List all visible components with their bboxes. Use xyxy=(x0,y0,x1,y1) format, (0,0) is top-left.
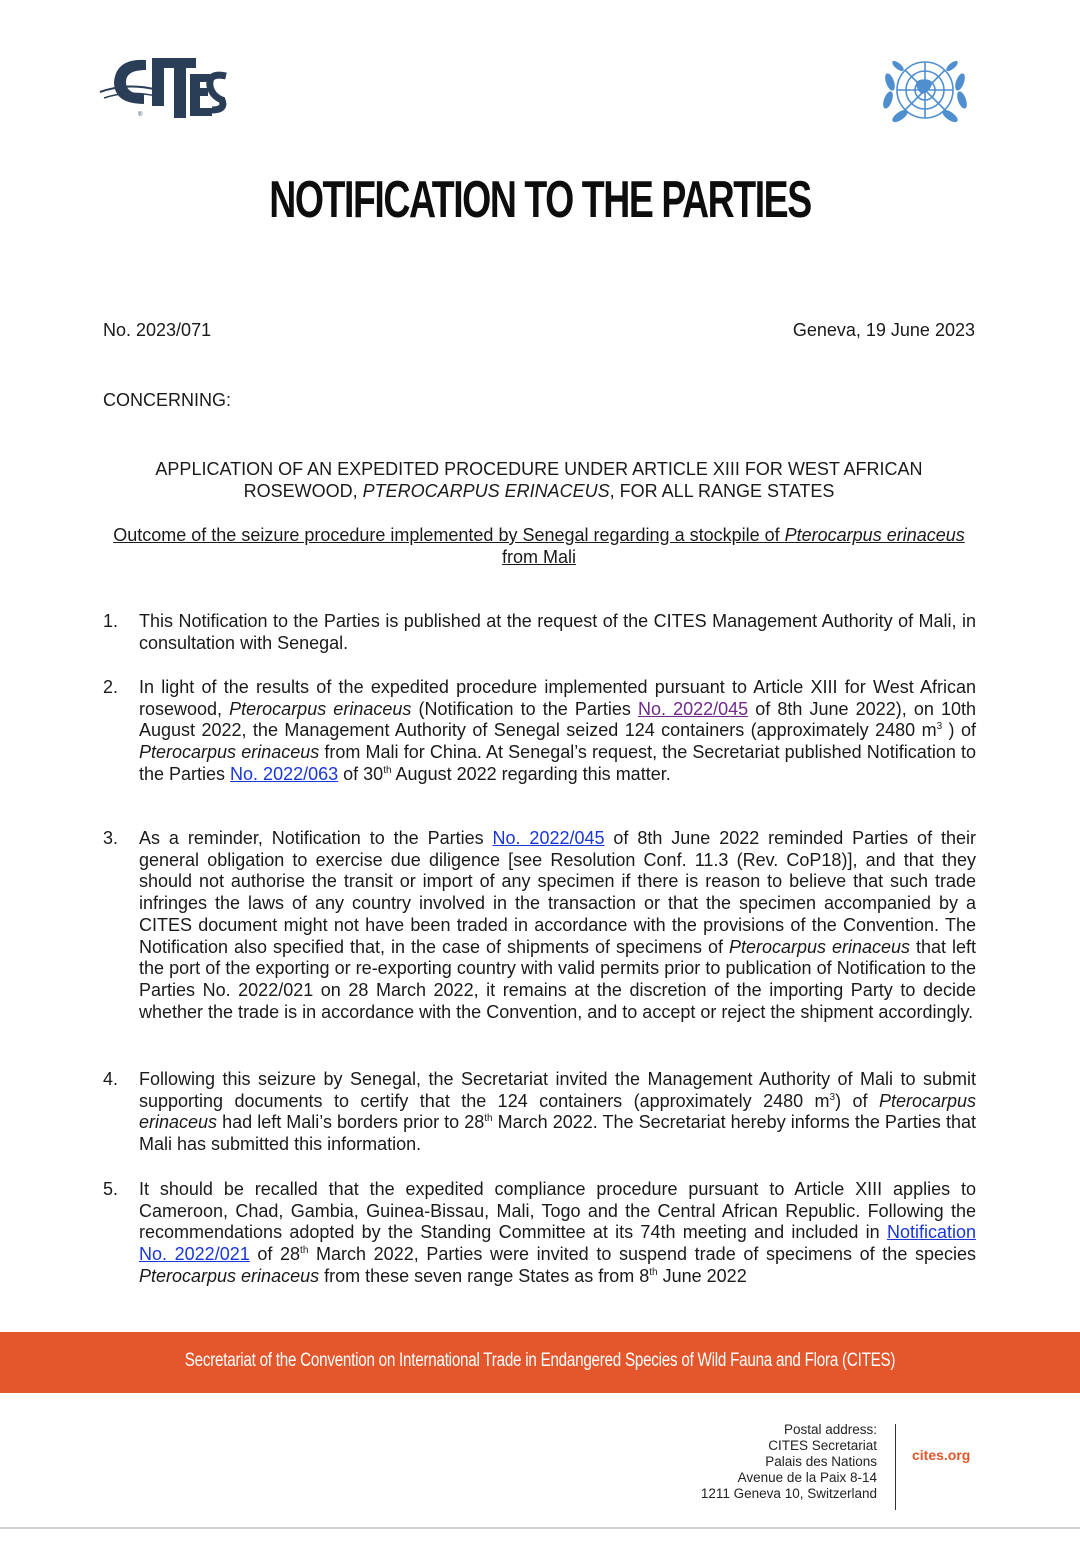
paragraph-number: 5. xyxy=(103,1179,119,1199)
paragraph-text: June 2022 xyxy=(657,1265,747,1286)
paragraph-number: 4. xyxy=(103,1069,119,1089)
paragraph-4 xyxy=(103,1069,976,1156)
postal-line: 1211 Geneva 10, Switzerland xyxy=(700,1486,877,1501)
subject-line-1: APPLICATION OF AN EXPEDITED PROCEDURE UNDER ARTICLE XIII FOR WEST AFRICAN xyxy=(155,459,923,479)
subject-heading xyxy=(103,458,975,502)
subtitle-species: Pterocarpus erinaceus xyxy=(784,525,965,545)
paragraph-text: had left Mali’s borders prior to 28 xyxy=(217,1112,485,1133)
paragraph-text: ) of xyxy=(942,720,976,741)
notification-number: No. 2023/071 xyxy=(103,320,212,340)
paragraph-text: ) of xyxy=(835,1090,879,1111)
concerning-label: CONCERNING: xyxy=(103,390,232,410)
paragraph-text: March 2022. The Secretariat hereby informs the Parties that Mali has submitted this information. xyxy=(139,1112,977,1155)
notification-2022-045-link[interactable]: No. 2022/045 xyxy=(492,828,605,848)
superscript: th xyxy=(300,1245,309,1257)
superscript: th xyxy=(484,1113,493,1125)
subject-species: PTEROCARPUS ERINACEUS xyxy=(362,481,610,501)
paragraph-text: March 2022, Parties were invited to suspend trade of specimens of the species xyxy=(308,1244,976,1265)
footer-divider xyxy=(895,1424,896,1510)
superscript: th xyxy=(383,764,392,776)
paragraph-text: from these seven range States as from 8 xyxy=(319,1265,650,1286)
subtitle xyxy=(103,524,975,568)
page-title: NOTIFICATION TO THE PARTIES xyxy=(269,171,811,229)
page-bottom-divider xyxy=(0,1527,1080,1529)
subtitle-part1: Outcome of the seizure procedure implemented by Senegal regarding a stockpile of xyxy=(113,525,785,545)
paragraph-1 xyxy=(103,611,976,654)
footer-band xyxy=(0,1332,1080,1393)
postal-line: CITES Secretariat xyxy=(768,1438,877,1453)
notification-2022-021-link[interactable]: Notification No. 2022/021 xyxy=(139,1222,976,1265)
superscript: th xyxy=(649,1266,658,1278)
paragraph-text: Following this seizure by Senegal, the Secretariat invited the Management Authority of Mali to submit supporting documents to certify that the 124 containers (approximately 2480 m xyxy=(139,1069,976,1111)
notification-2022-045-link[interactable]: No. 2022/045 xyxy=(637,698,749,719)
website-link[interactable]: cites.org xyxy=(912,1447,971,1463)
paragraph-text: In light of the results of the expedited procedure implemented pursuant to Article XIII for West African rosewood, xyxy=(139,677,976,719)
svg-text:®: ® xyxy=(138,112,143,118)
paragraph-number: 2. xyxy=(103,677,119,697)
paragraph-text: August 2022 regarding this matter. xyxy=(391,763,671,784)
paragraph-3 xyxy=(103,828,976,1023)
paragraph-2 xyxy=(103,677,976,786)
paragraph-text: of 28 xyxy=(249,1244,301,1265)
postal-line: Avenue de la Paix 8-14 xyxy=(737,1470,877,1485)
subject-line-2c: , FOR ALL RANGE STATES xyxy=(609,481,835,501)
paragraph-text: of 8th June 2022), on 10th August 2022, the Management Authority of Senegal seized 124 containers (approximately 2480 m xyxy=(139,698,976,741)
superscript: 3 xyxy=(936,721,943,733)
species-name: Pterocarpus erinaceus xyxy=(728,936,911,957)
paragraph-number: 3. xyxy=(103,828,119,848)
place-date: Geneva, 19 June 2023 xyxy=(792,320,975,340)
species-name: Pterocarpus erinaceus xyxy=(139,742,320,763)
paragraph-5 xyxy=(103,1179,976,1288)
paragraph-text: from Mali for China. At Senegal’s request, the Secretariat published Notification to the Parties xyxy=(139,742,976,784)
paragraph-text: It should be recalled that the expedited compliance procedure pursuant to Article XIII applies to Cameroon, Chad, Gambia, Guinea-Bissau, Mali, Togo and the Central African Republic. Following the recommendations adopted by the Standing Committee at its 74th meeting and included in xyxy=(139,1179,976,1243)
paragraph-text: This Notification to the Parties is published at the request of the CITES Management Authority of Mali, in consultation with Senegal. xyxy=(139,611,976,653)
paragraph-text: (Notification to the Parties xyxy=(411,698,638,719)
footer-band-text: Secretariat of the Convention on International Trade in Endangered Species of Wild Fauna and Flora (CITES) xyxy=(184,1350,896,1371)
paragraph-text: that left the port of the exporting or re-exporting country with valid permits prior to publication of Notification to the Parties No. 2022/021 on 28 March 2022, it remains at the discretion of the importing Party to decide whether the trade is in accordance with the Convention, and to accept or reject the shipment accordingly. xyxy=(139,936,976,1022)
postal-line: Postal address: xyxy=(783,1422,877,1437)
un-emblem-icon xyxy=(876,52,974,134)
notification-2022-063-link[interactable]: No. 2022/063 xyxy=(230,763,339,784)
paragraph-text: As a reminder, Notification to the Parties xyxy=(139,828,493,848)
cites-logo xyxy=(98,52,228,124)
species-name: Pterocarpus erinaceus xyxy=(139,1265,320,1286)
subject-line-2a: ROSEWOOD, xyxy=(243,481,363,501)
paragraph-number: 1. xyxy=(103,611,119,631)
superscript: 3 xyxy=(829,1091,836,1103)
species-name: Pterocarpus erinaceus xyxy=(229,698,412,719)
postal-address xyxy=(701,1422,877,1502)
paragraph-text: of 30 xyxy=(338,763,384,784)
subtitle-part3: from Mali xyxy=(501,547,576,567)
paragraph-text: of 8th June 2022 reminded Parties of their general obligation to exercise due diligence [see Resolution Conf. 11.3 (Rev. CoP18)], and that they should not authorise the transit or import of any specimen if there is reason to believe that such trade infringes the laws of any country involved in the transaction or that the specimen accompanied by a CITES document might not have been traded in accordance with the provisions of the Convention. The Notification also specified that, in the case of shipments of specimens of xyxy=(139,828,976,957)
species-name: Pterocarpus erinaceus xyxy=(139,1090,976,1133)
postal-line: Palais des Nations xyxy=(765,1454,877,1469)
